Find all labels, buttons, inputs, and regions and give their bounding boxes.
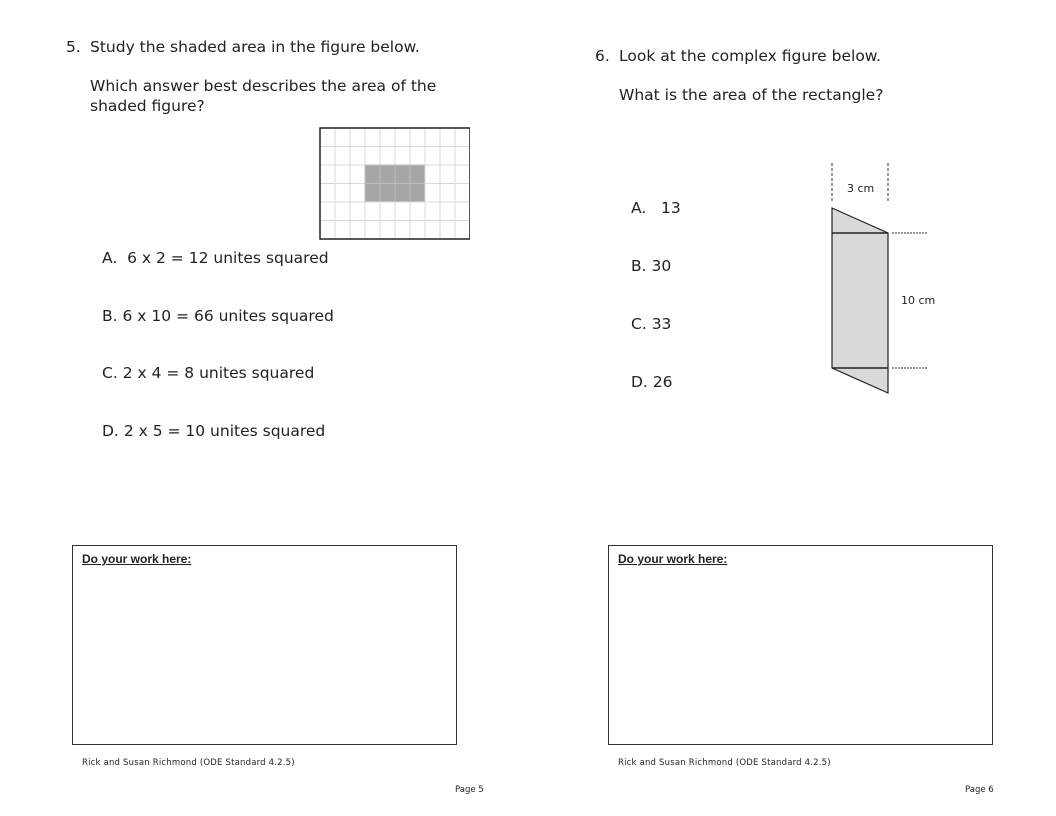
grid-cell [440,147,455,166]
question-6-option-b[interactable] [631,257,671,275]
grid-cell [380,221,395,240]
grid-cell [395,202,410,221]
option-letter: B. [102,307,118,325]
grid-cell [350,147,365,166]
question-6-option-d[interactable] [631,373,673,391]
option-text: 6 x 10 = 66 unites squared [122,307,334,325]
grid-cell [320,202,335,221]
option-letter: A. [631,199,647,217]
option-text: 13 [661,199,681,217]
grid-cell [455,202,470,221]
question-6-line2: What is the area of the rectangle? [619,86,884,104]
grid-cell [425,221,440,240]
complex-figure [820,155,940,400]
grid-cell [395,147,410,166]
grid-cell [350,165,365,184]
credit-line: Rick and Susan Richmond (ODE Standard 4.2.5) [618,758,831,768]
option-letter: C. [631,315,647,333]
question-6-option-c[interactable] [631,315,671,333]
grid-cell [425,147,440,166]
grid-cell [455,165,470,184]
grid-cell [440,165,455,184]
option-text: 33 [651,315,672,333]
grid-cell [365,128,380,147]
question-5-line2: Which answer best describes the area of the [90,77,437,95]
grid-cell [455,147,470,166]
grid-cell [365,221,380,240]
work-area-box-left[interactable] [72,545,457,745]
grid-cell [335,221,350,240]
grid-cell [365,202,380,221]
question-5-option-b[interactable] [102,307,334,325]
question-5-number: 5. [66,38,81,56]
option-text: 26 [652,373,673,391]
grid-cell [320,147,335,166]
grid-cell [380,147,395,166]
grid-cell [410,128,425,147]
grid-cell [425,184,440,203]
grid-cell [395,221,410,240]
shaded-grid-cell [395,165,410,184]
question-5-option-a[interactable] [102,249,329,267]
height-label: 10 cm [901,294,936,307]
grid-cell [350,184,365,203]
grid-cell [440,184,455,203]
grid-cell [335,202,350,221]
grid-cell [350,128,365,147]
question-5-line1: Study the shaded area in the figure below. [90,38,420,56]
option-letter: A. [102,249,118,267]
shaded-grid-cell [410,184,425,203]
shaded-grid-cell [410,165,425,184]
grid-cell [425,202,440,221]
shaded-grid-cell [365,184,380,203]
page-number: Page 6 [965,785,994,795]
grid-cell [320,128,335,147]
grid-cell [320,165,335,184]
grid-cell [440,128,455,147]
figure-shape [832,208,888,393]
grid-cell [425,165,440,184]
width-label: 3 cm [847,182,875,195]
work-area-label: Do your work here: [618,552,728,566]
grid-cell [455,128,470,147]
grid-cell [365,147,380,166]
grid-cell [335,147,350,166]
grid-cell [380,128,395,147]
question-6-number: 6. [595,47,610,65]
grid-cell [335,128,350,147]
grid-cell [350,202,365,221]
grid-cell [320,184,335,203]
shaded-grid-figure [318,126,470,242]
grid-cell [410,221,425,240]
grid-cell [350,221,365,240]
grid-cell [410,147,425,166]
grid-cell [455,221,470,240]
question-6-option-a[interactable] [631,199,681,217]
grid-cell [440,221,455,240]
option-text: 2 x 5 = 10 unites squared [123,422,326,440]
option-letter: C. [102,364,118,382]
page-number: Page 5 [455,785,484,795]
question-5-option-c[interactable] [102,364,314,382]
question-5-option-d[interactable] [102,422,325,440]
grid-cell [320,221,335,240]
option-text: 2 x 4 = 8 unites squared [122,364,315,382]
option-letter: D. [631,373,648,391]
shaded-grid-cell [380,165,395,184]
grid-cell [425,128,440,147]
option-text: 30 [651,257,672,275]
option-letter: B. [631,257,647,275]
question-6-line1: Look at the complex figure below. [619,47,881,65]
shaded-grid-cell [365,165,380,184]
grid-cell [380,202,395,221]
grid-cell [410,202,425,221]
credit-line: Rick and Susan Richmond (ODE Standard 4.2.5) [82,758,295,768]
grid-cell [335,165,350,184]
question-5-line3: shaded figure? [90,97,205,115]
shaded-grid-cell [380,184,395,203]
shaded-grid-cell [395,184,410,203]
grid-cell [395,128,410,147]
grid-cell [455,184,470,203]
work-area-box-right[interactable] [608,545,993,745]
option-letter: D. [102,422,119,440]
work-area-label: Do your work here: [82,552,192,566]
option-text: 6 x 2 = 12 unites squared [127,249,329,267]
grid-cell [440,202,455,221]
grid-cell [335,184,350,203]
